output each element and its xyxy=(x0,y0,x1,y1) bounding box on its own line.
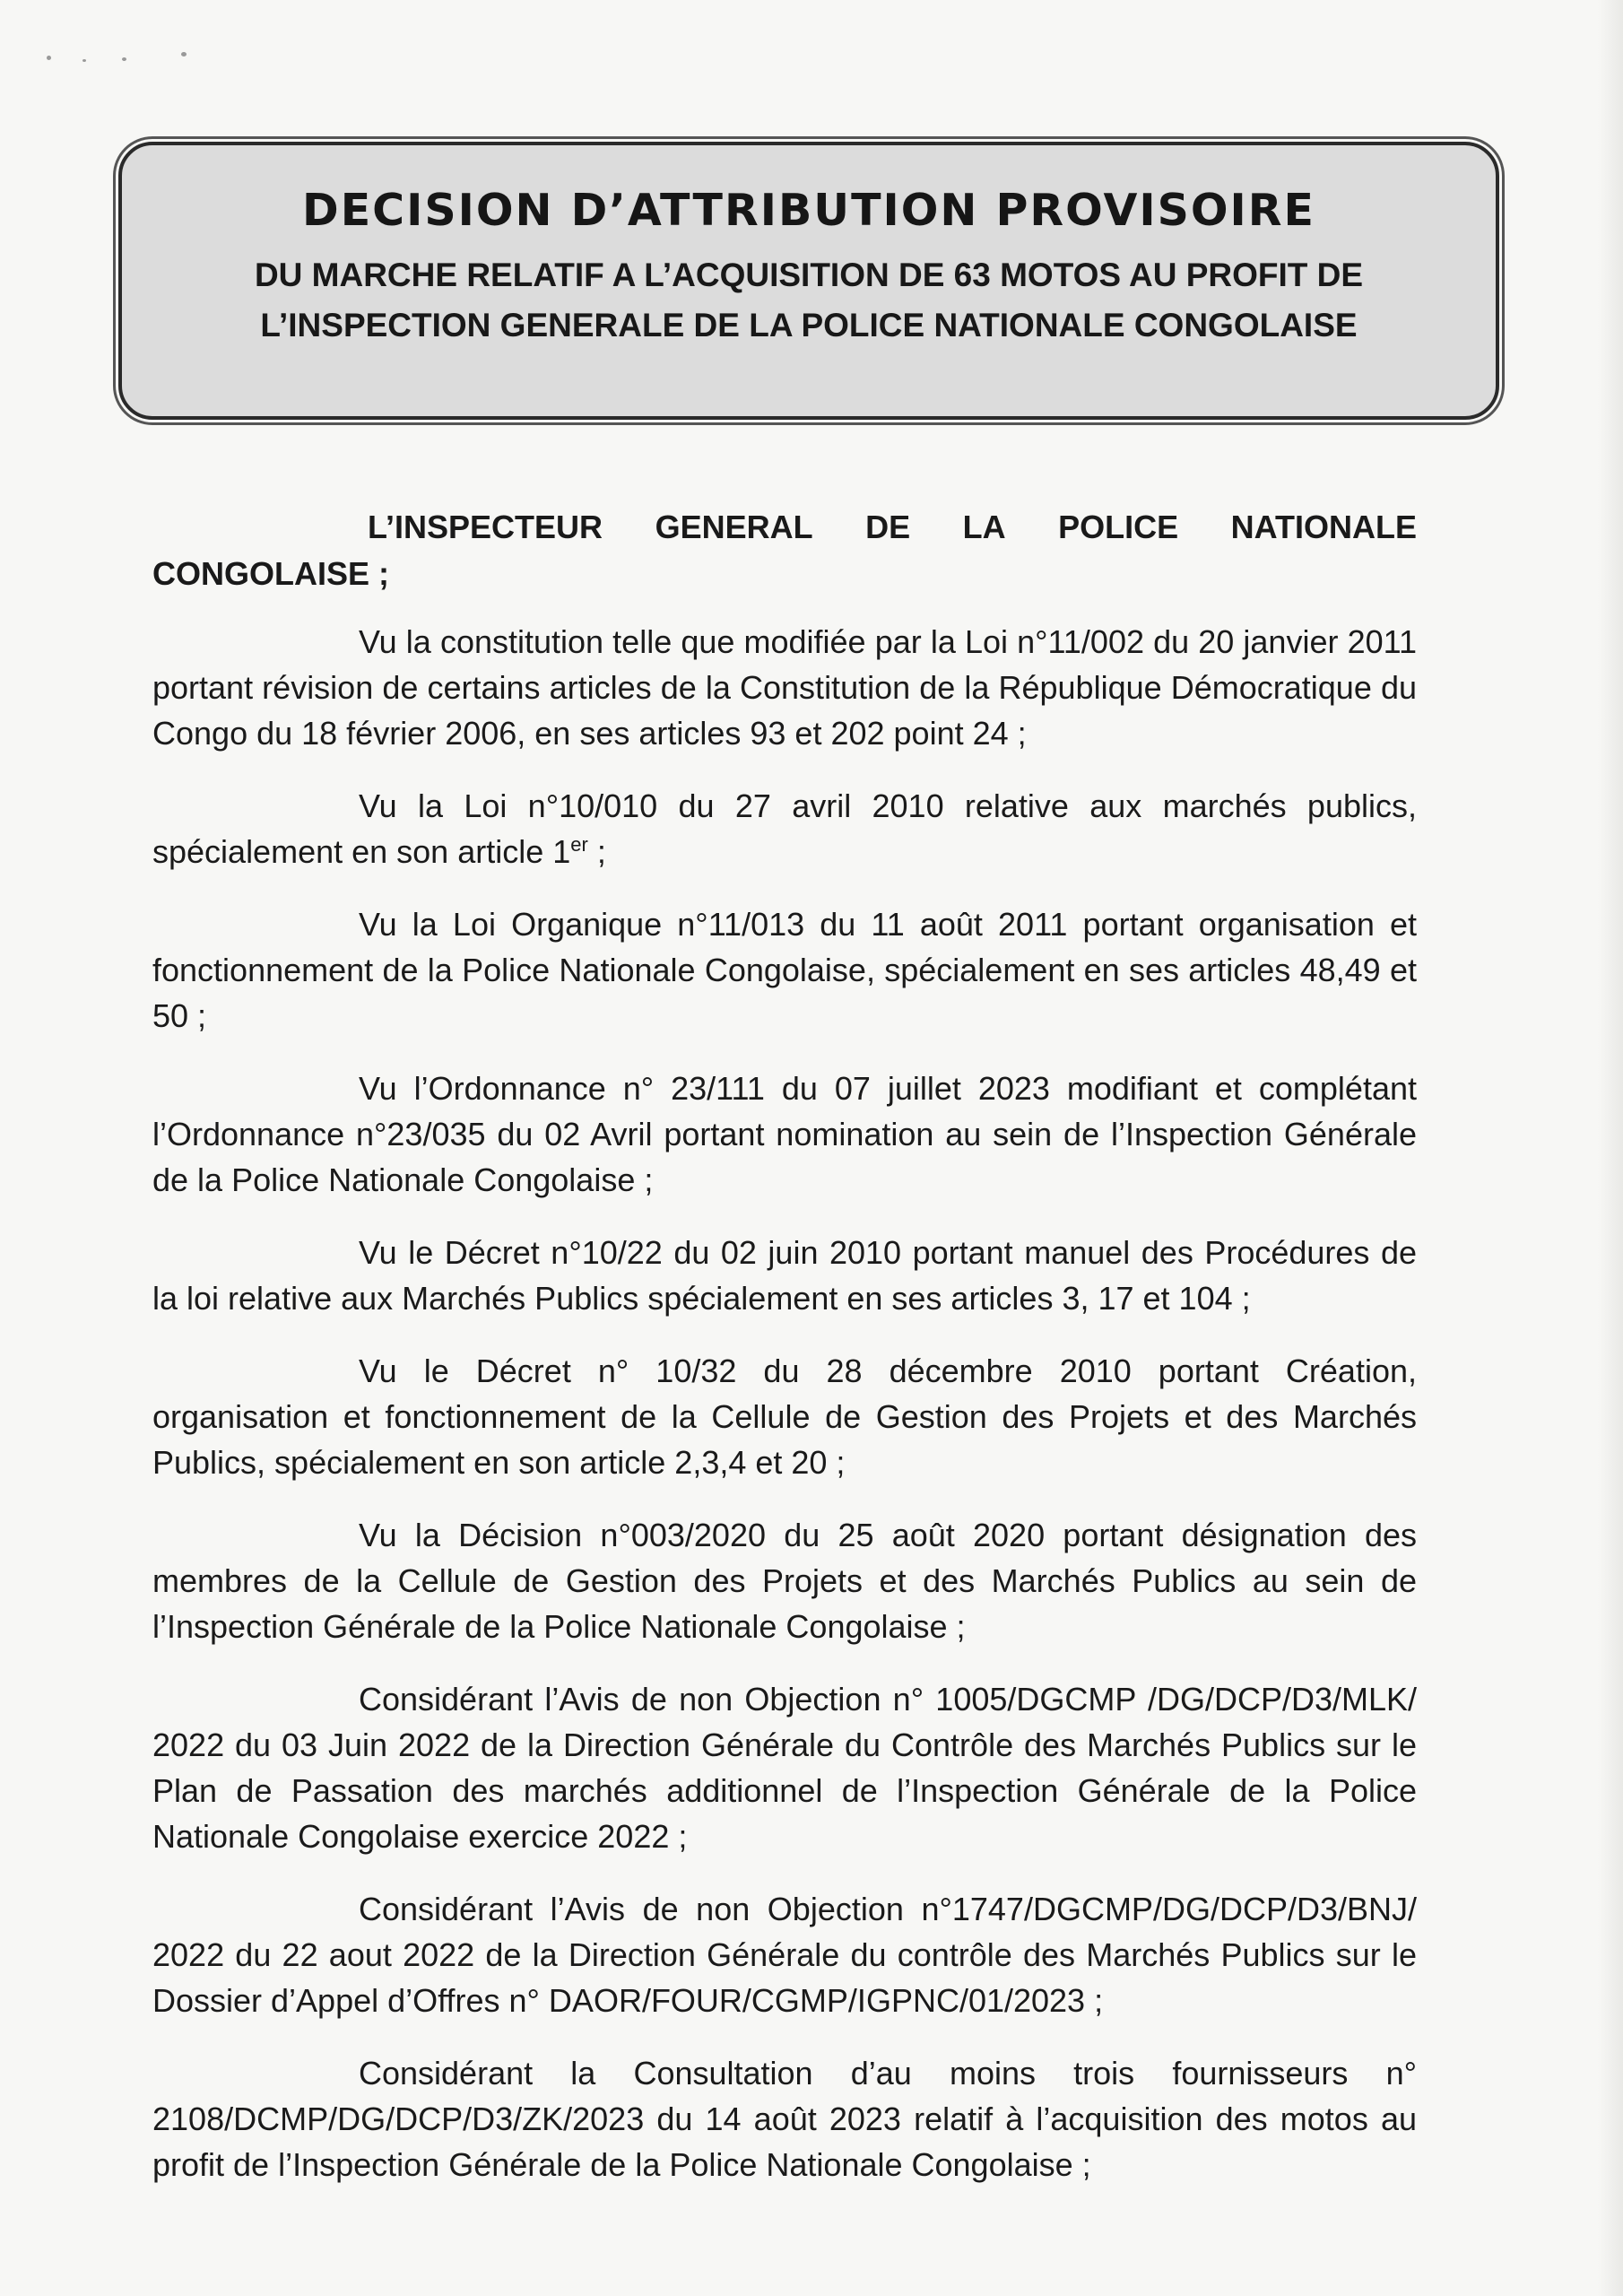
recital-text: Vu la Loi n°10/010 du 27 avril 2010 relative aux marchés publics, spécialement en son article 1 xyxy=(152,787,1417,870)
recital-paragraph: Considérant la Consultation d’au moins trois fournisseurs n° 2108/DCMP/DG/DCP/D3/ZK/2023 du 14 août 2023 relatif à l’acquisition des motos au profit de l’Inspection Générale de la Police Nationale Congolaise ; xyxy=(152,2055,1417,2183)
recital-paragraph: Vu le Décret n°10/22 du 02 juin 2010 portant manuel des Procédures de la loi relative aux Marchés Publics spécialement en ses articles 3, 17 et 104 ; xyxy=(152,1234,1417,1317)
recital-paragraph: Vu la Loi Organique n°11/013 du 11 août 2011 portant organisation et fonctionnement de la Police Nationale Congolaise, spécialement en ses articles 48,49 et 50 ; xyxy=(152,906,1417,1034)
document-subtitle-line-1: DU MARCHE RELATIF A L’ACQUISITION DE 63 MOTOS AU PROFIT DE xyxy=(254,257,1364,293)
recital-paragraph: Vu le Décret n° 10/32 du 28 décembre 2010 portant Création, organisation et fonctionnement de la Cellule de Gestion des Projets et des Marchés Publics, spécialement en son article 2,3,4 et 20 ; xyxy=(152,1352,1417,1481)
document-subtitle-line-2: L’INSPECTION GENERALE DE LA POLICE NATIONALE CONGOLAISE xyxy=(260,307,1358,344)
heading-word: DE xyxy=(865,509,911,545)
heading-word: L’INSPECTEUR xyxy=(368,509,603,545)
heading-word: LA xyxy=(962,509,1006,545)
authority-heading-continued: CONGOLAISE ; xyxy=(152,555,390,592)
recital-paragraph: Considérant l’Avis de non Objection n°1747/DGCMP/DG/DCP/D3/BNJ/ 2022 du 22 aout 2022 de la Direction Générale du contrôle des Marchés Publics sur le Dossier d’Appel d’Offres n° DAOR/FOUR/CGMP/IGPNC/01/2023 ; xyxy=(152,1891,1417,2019)
heading-word: POLICE xyxy=(1058,509,1179,545)
recital-suffix: ; xyxy=(587,833,606,870)
scan-speck xyxy=(82,59,86,62)
document-title: DECISION D’ATTRIBUTION PROVISOIRE xyxy=(302,185,1315,236)
scan-speck xyxy=(122,57,126,61)
heading-word: NATIONALE xyxy=(1230,509,1417,545)
authority-heading xyxy=(152,504,1417,551)
recital-paragraph: Vu la Décision n°003/2020 du 25 août 2020 portant désignation des membres de la Cellule de Gestion des Projets et des Marchés Publics au sein de l’Inspection Générale de la Police Nationale Congolaise ; xyxy=(152,1517,1417,1645)
recital-paragraph: Vu l’Ordonnance n° 23/111 du 07 juillet 2023 modifiant et complétant l’Ordonnance n°23/035 du 02 Avril portant nomination au sein de l’Inspection Générale de la Police Nationale Congolaise ; xyxy=(152,1070,1417,1198)
heading-word: GENERAL xyxy=(655,509,813,545)
page-edge-shadow xyxy=(1598,0,1623,2296)
scan-speck xyxy=(47,56,51,60)
scan-speck xyxy=(181,52,187,57)
title-box xyxy=(118,142,1499,420)
recital-paragraph: Vu la constitution telle que modifiée par la Loi n°11/002 du 20 janvier 2011 portant révision de certains articles de la Constitution de la République Démocratique du Congo du 18 février 2006, en ses articles 93 et 202 point 24 ; xyxy=(152,623,1417,752)
document-body xyxy=(152,504,1417,2214)
recital-paragraph xyxy=(152,783,1417,874)
ordinal-superscript: er xyxy=(570,833,588,856)
recital-paragraph: Considérant l’Avis de non Objection n° 1005/DGCMP /DG/DCP/D3/MLK/ 2022 du 03 Juin 2022 de la Direction Générale du Contrôle des Marchés Publics sur le Plan de Passation des marchés additionnel de l’Inspection Générale de la Police Nationale Congolaise exercice 2022 ; xyxy=(152,1681,1417,1855)
